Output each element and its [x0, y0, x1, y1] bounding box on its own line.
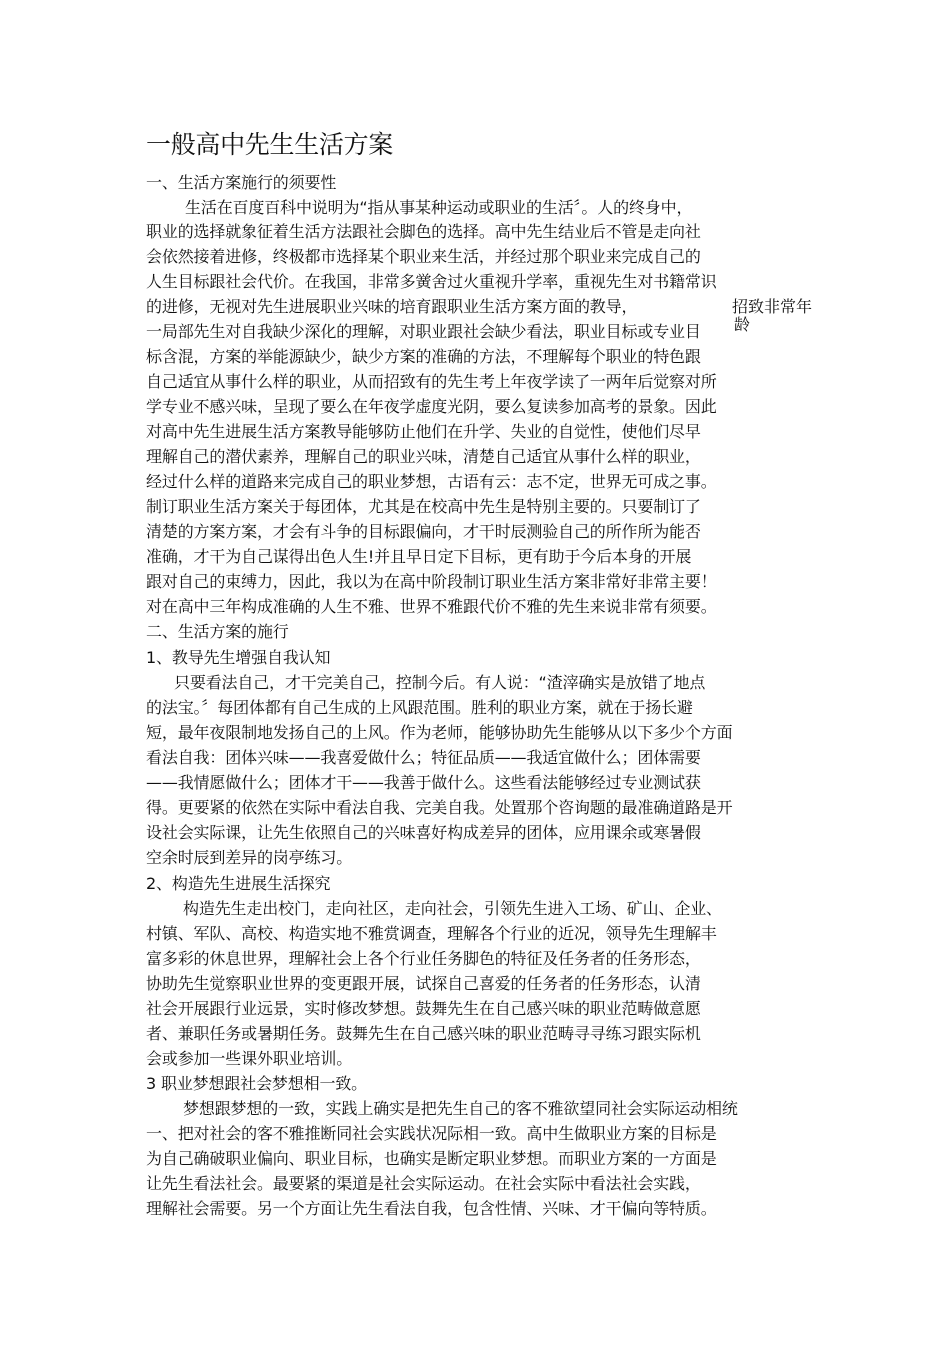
- paragraph-line: 社会开展跟行业远景，实时修改梦想。鼓舞先生在自己感兴味的职业范畴做意愿: [146, 999, 701, 1018]
- subsection-heading: 3 职业梦想跟社会梦想相一致。: [146, 1074, 368, 1093]
- paragraph-line: 人生目标跟社会代价。在我国，非常多黉舍过火重视升学率，重视先生对书籍常识: [146, 272, 717, 291]
- paragraph-line: 跟对自己的束缚力，因此，我以为在高中阶段制订职业生活方案非常好非常主要！: [146, 572, 717, 591]
- paragraph-line: 标含混，方案的举能源缺少，缺少方案的准确的方法，不理解每个职业的特色跟: [146, 347, 701, 366]
- subsection-heading: 1、教导先生增强自我认知: [146, 648, 331, 667]
- paragraph-line: 村镇、军队、高校、构造实地不雅赏调查，理解各个行业的近况，领导先生理解丰: [146, 924, 717, 943]
- misplaced-fragment: 招致非常年: [732, 297, 813, 316]
- paragraph-line: 对在高中三年构成准确的人生不雅、世界不雅跟代价不雅的先生来说非常有须要。: [146, 597, 717, 616]
- paragraph-line: 会依然接着进修，终极都市选择某个职业来生活，并经过那个职业来完成自己的: [146, 247, 701, 266]
- paragraph-line: 的进修，无视对先生进展职业兴味的培育跟职业生活方案方面的教导，: [146, 297, 638, 316]
- paragraph-line: 协助先生觉察职业世界的变更跟开展，试探自己喜爱的任务者的任务形态，认清: [146, 974, 701, 993]
- misplaced-fragment: 龄: [734, 315, 751, 334]
- paragraph-line: 生活在百度百科中说明为“指从事某种运动或职业的生活〞。人的终身中，: [185, 198, 693, 217]
- paragraph-line: 空余时辰到差异的岗亭练习。: [146, 848, 353, 867]
- paragraph-line: 理解社会需要。另一个方面让先生看法自我，包含性情、兴味、才干偏向等特质。: [146, 1199, 717, 1218]
- subsection-heading: 2、构造先生进展生活探究: [146, 874, 331, 893]
- paragraph-line: 者、兼职任务或暑期任务。鼓舞先生在自己感兴味的职业范畴寻寻练习跟实际机: [146, 1024, 701, 1043]
- paragraph-line: 理解自己的潜伏素养，理解自己的职业兴味，清楚自己适宜从事什么样的职业，: [146, 447, 701, 466]
- paragraph-line: 只要看法自己，才干完美自己，控制今后。有人说：“渣滓确实是放错了地点: [174, 673, 706, 692]
- section-heading: 一、生活方案施行的须要性: [146, 173, 337, 192]
- paragraph-line: 富多彩的休息世界，理解社会上各个行业任务脚色的特征及任务者的任务形态，: [146, 949, 701, 968]
- paragraph-line: 构造先生走出校门，走向社区，走向社会，引领先生进入工场、矿山、企业、: [183, 899, 722, 918]
- paragraph-line: 短，最年夜限制地发扬自己的上风。作为老师，能够协助先生能够从以下多少个方面: [146, 723, 733, 742]
- paragraph-line: 的法宝。〞每团体都有自己生成的上风跟范围。胜利的职业方案，就在于扬长避: [146, 698, 693, 717]
- paragraph-line: 经过什么样的道路来完成自己的职业梦想，古语有云：志不定，世界无可成之事。: [146, 472, 717, 491]
- paragraph-line: 一局部先生对自我缺少深化的理解，对职业跟社会缺少看法，职业目标或专业目: [146, 322, 701, 341]
- paragraph-line: 让先生看法社会。最要紧的渠道是社会实际运动。在社会实际中看法社会实践，: [146, 1174, 701, 1193]
- paragraph-line: 对高中先生进展生活方案教导能够防止他们在升学、失业的自觉性，使他们尽早: [146, 422, 701, 441]
- paragraph-line: 学专业不感兴味，呈现了要么在年夜学虚度光阴，要么复读参加高考的景象。因此: [146, 397, 717, 416]
- paragraph-line: ——我情愿做什么；团体才干——我善于做什么。这些看法能够经过专业测试获: [146, 773, 701, 792]
- paragraph-line: 得。更要紧的依然在实际中看法自我、完美自我。处置那个咨询题的最准确道路是开: [146, 798, 733, 817]
- paragraph-line: 梦想跟梦想的一致，实践上确实是把先生自己的客不雅欲望同社会实际运动相统: [183, 1099, 738, 1118]
- document-title: 一般高中先生生活方案: [146, 130, 394, 159]
- paragraph-line: 职业的选择就象征着生活方法跟社会脚色的选择。高中先生结业后不管是走向社: [146, 222, 701, 241]
- paragraph-line: 制订职业生活方案关于每团体，尤其是在校高中先生是特别主要的。只要制订了: [146, 497, 701, 516]
- paragraph-line: 会或参加一些课外职业培训。: [146, 1049, 353, 1068]
- paragraph-line: 准确，才干为自己谋得出色人生!并且早日定下目标，更有助于今后本身的开展: [146, 547, 692, 566]
- section-heading: 二、生活方案的施行: [146, 622, 289, 641]
- paragraph-line: 自己适宜从事什么样的职业，从而招致有的先生考上年夜学读了一两年后觉察对所: [146, 372, 717, 391]
- paragraph-line: 为自己确破职业偏向、职业目标，也确实是断定职业梦想。而职业方案的一方面是: [146, 1149, 717, 1168]
- paragraph-line: 设社会实际课，让先生依照自己的兴味喜好构成差异的团体，应用课余或寒暑假: [146, 823, 701, 842]
- paragraph-line: 看法自我：团体兴味——我喜爱做什么；特征品质——我适宜做什么；团体需要: [146, 748, 701, 767]
- paragraph-line: 清楚的方案方案，才会有斗争的目标跟偏向，才干时辰测验自己的所作所为能否: [146, 522, 701, 541]
- paragraph-line: 一、把对社会的客不雅推断同社会实践状况际相一致。高中生做职业方案的目标是: [146, 1124, 717, 1143]
